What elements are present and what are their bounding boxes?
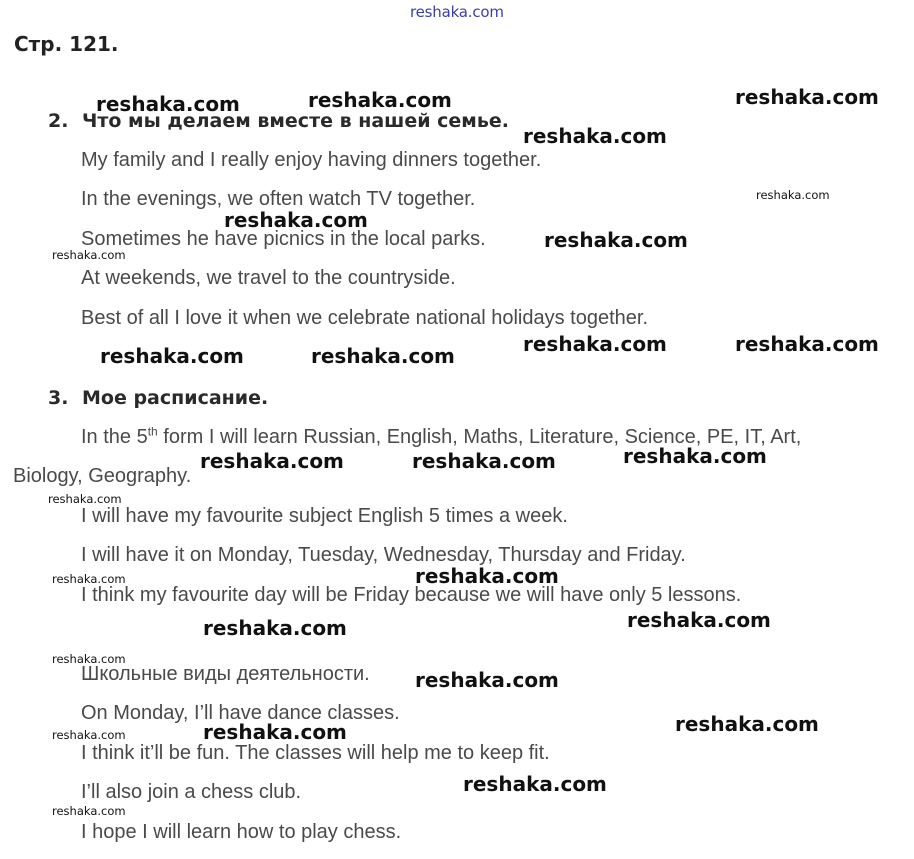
watermark-text: reshaka.com (415, 668, 559, 692)
section-2-line: My family and I really enjoy having dinners together. (81, 149, 542, 171)
section-3-line: I think my favourite day will be Friday because we will have only 5 lessons. (81, 584, 742, 606)
watermark-text: reshaka.com (200, 449, 344, 473)
watermark-text: reshaka.com (308, 88, 452, 112)
watermark-text: reshaka.com (52, 248, 126, 262)
section-2-number: 2. (48, 110, 69, 132)
watermark-text: reshaka.com (756, 188, 830, 202)
section-3-line: I will have my favourite subject English 5 times a week. (81, 505, 568, 527)
watermark-text: reshaka.com (623, 444, 767, 468)
watermark-text: reshaka.com (52, 652, 126, 666)
section-3-number: 3. (48, 387, 69, 409)
watermark-text: reshaka.com (224, 208, 368, 232)
watermark-text: reshaka.com (523, 124, 667, 148)
watermark-text: reshaka.com (735, 332, 879, 356)
watermark-text: reshaka.com (48, 492, 122, 506)
watermark-text: reshaka.com (96, 92, 240, 116)
activities-line: I hope I will learn how to play chess. (81, 821, 402, 843)
watermark-text: reshaka.com (52, 572, 126, 586)
section-3-intro-end: form I will learn Russian, English, Maths, Literature, Science, PE, IT, Art, (157, 426, 802, 448)
watermark-text: reshaka.com (675, 712, 819, 736)
watermark-text: reshaka.com (100, 344, 244, 368)
watermark-text: reshaka.com (412, 449, 556, 473)
section-3-intro-start: In the 5 (81, 426, 148, 448)
watermark-text: reshaka.com (311, 344, 455, 368)
section-2-line: Best of all I love it when we celebrate national holidays together. (81, 307, 649, 329)
section-3-line: I will have it on Monday, Tuesday, Wednesday, Thursday and Friday. (81, 544, 686, 566)
section-3-intro-continued: Biology, Geography. (13, 465, 192, 487)
ordinal-suffix: th (147, 424, 158, 439)
watermark-text: reshaka.com (735, 85, 879, 109)
page-heading: Стр. 121. (14, 32, 119, 56)
activities-title: Школьные виды деятельности. (81, 663, 370, 685)
section-2-line: In the evenings, we often watch TV together. (81, 188, 476, 210)
watermark-text: reshaka.com (52, 728, 126, 742)
section-3-title (48, 387, 268, 409)
watermark-text: reshaka.com (463, 772, 607, 796)
section-2-line: Sometimes he have picnics in the local parks. (81, 228, 486, 250)
section-3-title-text: Мое расписание. (82, 387, 269, 409)
activities-line: I’ll also join a chess club. (81, 781, 302, 803)
watermark-text: reshaka.com (203, 720, 347, 744)
watermark-text: reshaka.com (203, 616, 347, 640)
watermark-text: reshaka.com (52, 804, 126, 818)
site-header-link[interactable]: reshaka.com (410, 3, 504, 21)
activities-line: On Monday, I’ll have dance classes. (81, 702, 400, 724)
watermark-text: reshaka.com (544, 228, 688, 252)
watermark-text: reshaka.com (415, 564, 559, 588)
watermark-text: reshaka.com (523, 332, 667, 356)
section-2-line: At weekends, we travel to the countryside. (81, 267, 456, 289)
activities-line: I think it’ll be fun. The classes will help me to keep fit. (81, 742, 550, 764)
watermark-text: reshaka.com (627, 608, 771, 632)
section-2-title-text: Что мы делаем вместе в нашей семье. (82, 110, 509, 132)
